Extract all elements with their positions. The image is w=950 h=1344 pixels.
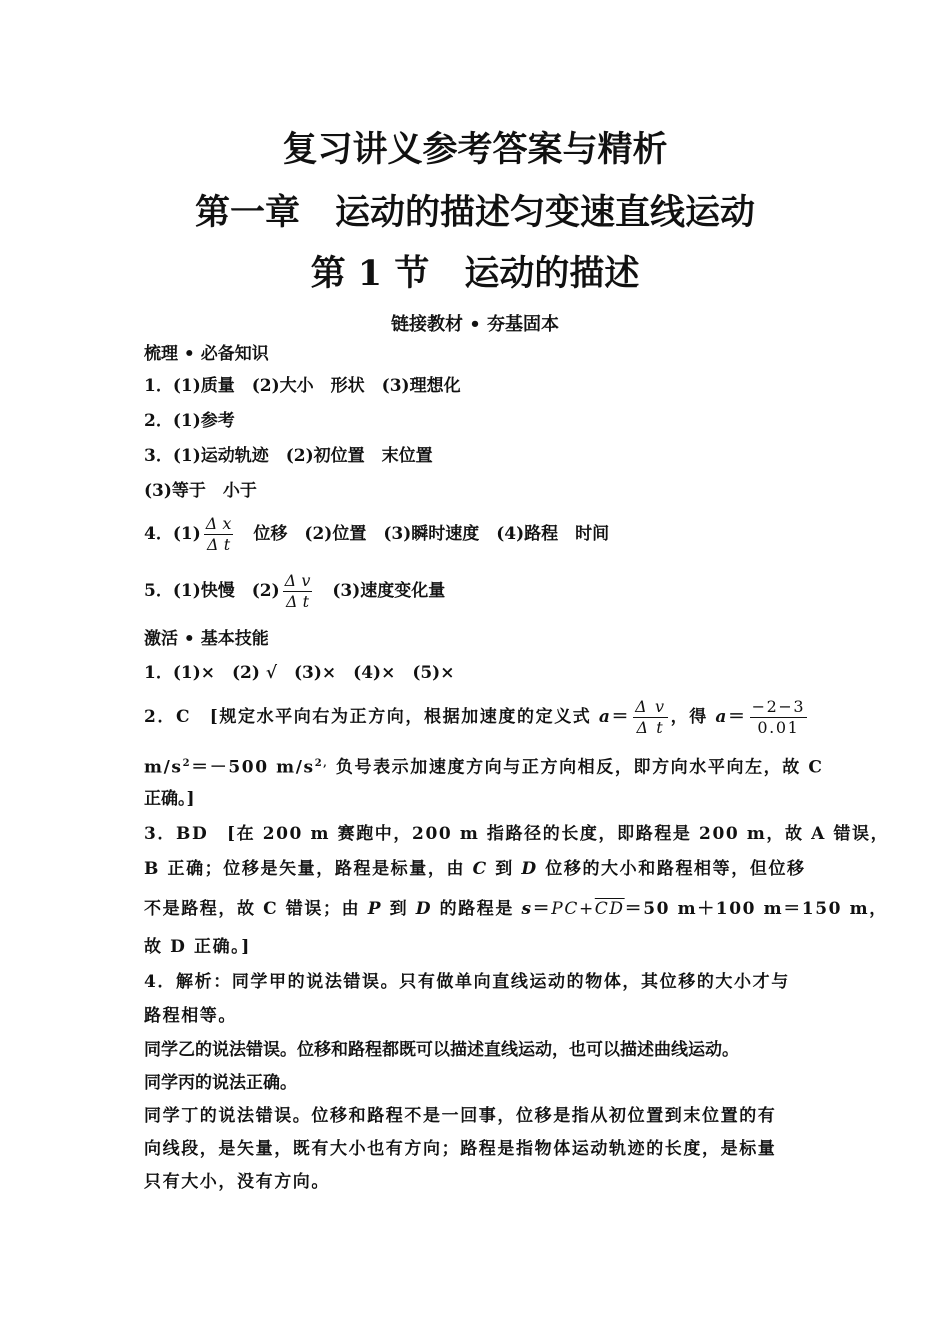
skill-answer-4-line-2: 路程相等。	[144, 1006, 237, 1026]
fraction-denominator: Δ t	[636, 718, 665, 737]
chapter-title: 第一章 运动的描述匀变速直线运动	[194, 192, 755, 233]
line5-prefix: 5．(1)快慢 (2)	[144, 581, 280, 601]
q2-text: 2．C [规定水平向右为正方向，根据加速度的定义式	[144, 707, 599, 727]
skill-answer-4-line-1: 4．解析：同学甲的说法错误。只有做单向直线运动的物体，其位移的大小才与	[144, 972, 790, 992]
point-p: P	[367, 899, 383, 919]
symbol-a: a	[598, 707, 612, 727]
heading-review: 梳理 • 必备知识	[144, 344, 269, 364]
answer-line-5	[144, 571, 445, 612]
equals-sign: ＝	[611, 707, 631, 727]
answer-line-3: 3．(1)运动轨迹 (2)初位置 末位置	[144, 446, 433, 466]
skill-answer-4-line-3: 同学乙的说法错误。位移和路程都既可以描述直线运动，也可以描述曲线运动。	[144, 1040, 739, 1060]
line4-prefix: 4．(1)	[144, 524, 201, 544]
equals-sign: ＝	[532, 899, 552, 919]
point-d: D	[415, 899, 433, 919]
skill-answer-2-line-2	[144, 752, 824, 780]
skill-answer-4-line-7: 只有大小，没有方向。	[144, 1172, 330, 1192]
fraction-dv-dt	[633, 697, 667, 738]
q2-value: ＝－500 m/s	[191, 757, 315, 778]
fraction-dv-dt	[283, 571, 313, 612]
superscript: 2,	[314, 758, 329, 769]
unit-text: m/s	[144, 757, 183, 778]
symbol-a: a	[715, 707, 728, 727]
fraction-denominator: 0.01	[757, 718, 800, 737]
q2-text-mid: ，得	[670, 707, 716, 727]
fraction-numerator: Δ v	[284, 571, 311, 590]
q3-text: 到	[382, 899, 416, 919]
fraction-numerator: −2−3	[751, 697, 806, 716]
fraction-numerator: Δ x	[205, 514, 232, 533]
q3-text: 位移的大小和路程相等，但位移	[537, 859, 806, 879]
skill-answer-3-line-1: 3．BD [在 200 m 赛跑中，200 m 指路径的长度，即路程是 200 m，故 A 错误，	[144, 824, 890, 844]
fraction-denominator: Δ t	[285, 592, 310, 611]
arc-pc: PC	[551, 899, 579, 919]
skill-answer-2-line-1	[144, 697, 810, 738]
segment-cd: $\overline{CD}$	[594, 899, 625, 919]
fraction-denominator: Δ t	[207, 535, 231, 554]
q3-text: 的路程是	[432, 899, 522, 919]
line5-suffix: (3)速度变化量	[315, 581, 446, 601]
skill-answer-3-line-2	[144, 857, 806, 881]
skill-answer-3-line-3	[144, 897, 888, 921]
q3-text: ＝50 m＋100 m＝150 m，	[624, 899, 888, 919]
symbol-s: s	[521, 899, 533, 919]
answer-line-2: 2．(1)参考	[144, 411, 235, 431]
q2-explanation: 负号表示加速度方向与正方向相反，即方向水平向左，故 C	[328, 757, 824, 778]
point-d: D	[521, 859, 538, 879]
line4-suffix: 位移 (2)位置 (3)瞬时速度 (4)路程 时间	[236, 524, 610, 544]
fraction-dx-dt	[204, 514, 234, 555]
skill-answer-1: 1．(1)× (2) √ (3)× (4)× (5)×	[144, 663, 455, 683]
q3-text: 不是路程，故 C 错误；由	[144, 899, 368, 919]
plus-sign: +	[578, 899, 595, 919]
section-title: 第 1 节 运动的描述	[310, 253, 640, 294]
fraction-value	[750, 697, 808, 738]
subtitle: 链接教材 • 夯基固本	[390, 314, 560, 335]
equals-sign: ＝	[727, 707, 747, 727]
heading-skills: 激活 • 基本技能	[144, 629, 269, 649]
superscript: 2	[182, 758, 192, 769]
main-title: 复习讲义参考答案与精析	[282, 129, 668, 170]
skill-answer-4-line-6: 向线段，是矢量，既有大小也有方向；路程是指物体运动轨迹的长度，是标量	[144, 1139, 777, 1159]
q3-text: 到	[487, 859, 522, 879]
answer-line-3b: (3)等于 小于	[144, 481, 257, 501]
skill-answer-3-line-4: 故 D 正确。]	[144, 937, 251, 957]
q3-text: B 正确；位移是矢量，路程是标量，由	[144, 859, 473, 879]
skill-answer-4-line-5: 同学丁的说法错误。位移和路程不是一回事，位移是指从初位置到末位置的有	[144, 1106, 777, 1126]
skill-answer-4-line-4: 同学丙的说法正确。	[144, 1073, 297, 1093]
point-c: C	[472, 859, 488, 879]
skill-answer-2-line-3: 正确。]	[144, 789, 195, 809]
fraction-numerator: Δ v	[635, 697, 666, 716]
answer-line-4	[144, 514, 609, 555]
answer-line-1: 1．(1)质量 (2)大小 形状 (3)理想化	[144, 376, 461, 396]
